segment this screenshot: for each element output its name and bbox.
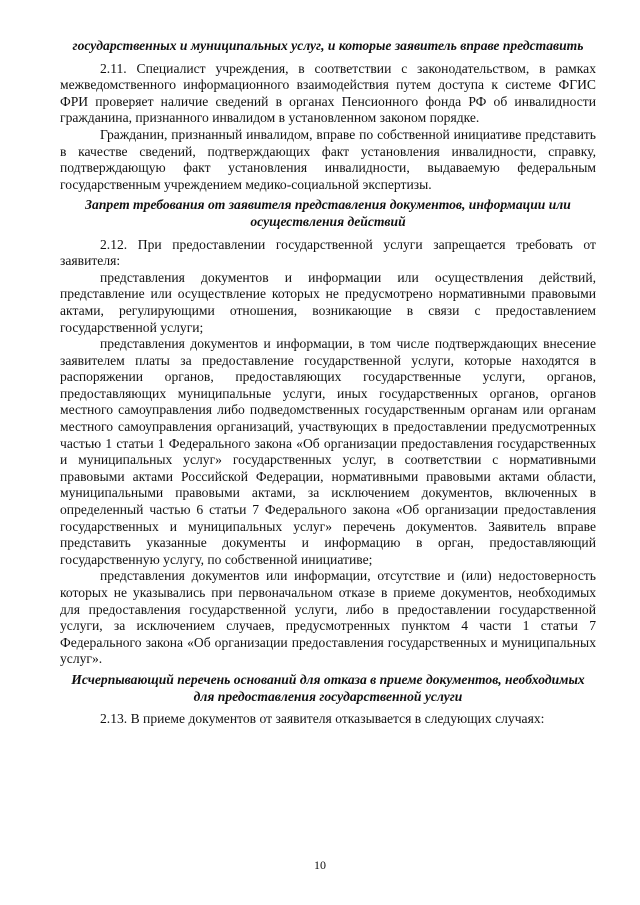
paragraph-2-11: 2.11. Специалист учреждения, в соответствии с законодательством, в рамках межведомственного информационного взаимодействия путем доступа к системе ФГИС ФРИ проверяет наличие сведений в органах Пенсионного фонда РФ об инвалидности гражданина, признанного инвалидом в установленном законом порядке. <box>60 60 596 126</box>
section-heading-2-12: Запрет требования от заявителя представления документов, информации или осуществления действий <box>85 197 571 229</box>
paragraph-2-12-item-3: представления документов или информации, отсутствие и (или) недостоверность которых не указывались при первоначальном отказе в приеме документов, необходимых для предоставления государственной услуги, либо в предоставлении государственной услуги, за исключением случаев, предусмотренных пунктом 4 части 1 статьи 7 Федерального закона «Об организации предоставления государственных и муниципальных услуг». <box>60 568 596 667</box>
paragraph-2-12: 2.12. При предоставлении государственной услуги запрещается требовать от заявителя: <box>60 236 596 269</box>
paragraph-2-12-item-2: представления документов и информации, в том числе подтверждающих внесение заявителем платы за предоставление государственной услуги, которые находятся в распоряжении органов, предоставляющих государственные услуги, органов, предоставляющих муниципальные услуги, иных государственных органов, органов местного самоуправления либо подведомственных государственным органам или органам местного самоуправления организаций, участвующих в предоставлении предусмотренных частью 1 статьи 1 Федерального закона «Об организации предоставления государственных и муниципальных услуг» государственных услуг, в соответствии с нормативными правовыми актами Российской Федерации, нормативными правовыми актами области, муниципальными правовыми актами, за исключением документов, включенных в определенный частью 6 статьи 7 Федерального закона «Об организации предоставления государственных и муниципальных услуг» перечень документов. Заявитель вправе представить указанные документы и информацию в орган, предоставляющий государственную услугу, по собственной инициативе; <box>60 336 596 567</box>
page-number: 10 <box>314 858 326 872</box>
section-heading-2-13: Исчерпывающий перечень оснований для отказа в приеме документов, необходимых для предоставления государственной услуги <box>71 671 585 704</box>
paragraph-2-13: 2.13. В приеме документов от заявителя отказывается в следующих случаях: <box>100 711 545 727</box>
paragraph-2-12-item-1: представления документов и информации или осуществления действий, представление или осуществление которых не предусмотрено нормативными правовыми актами, регулирующими отношения, возникающие в связи с предоставлением государственной услуги; <box>60 269 596 335</box>
document-page <box>60 38 596 728</box>
section-heading-top: государственных и муниципальных услуг, и которые заявитель вправе представить <box>72 38 584 53</box>
paragraph-2-11-right: Гражданин, признанный инвалидом, вправе по собственной инициативе представить в качестве сведений, подтверждающих факт установления инвалидности, справку, подтверждающую факт установления инвалидности, выдаваемую федеральным государственным учреждением медико-социальной экспертизы. <box>60 126 596 192</box>
